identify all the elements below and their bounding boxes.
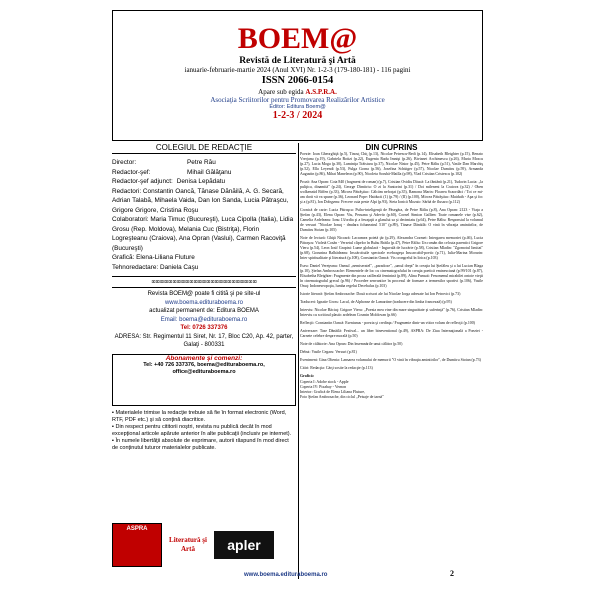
toc-section: Eseu: Daniel Vereţeanu: Oamul „nemiseratel", „paradoxe", „umul drept" în creaţia lui Ştefăleu şi a lui Lucian Blaga (p.10), Ştefan Ambroscache: Elementele de loc cu cinematografului în creaţia poetică eminesciană (p.99/101 (p.87), Elisabetha Bleighter: Fragmente din proza caillerală feminină (p.89), Alina Pamuit: Fenomenul mirabilei ontoie vieţii în cinematograful grecul (p.96) / Procedee senvantice în procesul de formare a termenilor sportivi (p.106), Vasile Onuţ: Indoneseopoţia, lumba regelui Decebalus (p.103) — [300, 264, 483, 288]
subscriptions-body: Tel: +40 726 337376, boema@edituraboema.ro, office@edituraboema.ro — [143, 361, 265, 375]
subscriptions-box — [112, 354, 296, 406]
toc-section: Poezie: Ioan Gheorghiţă (p.5), Tincuţ Chiţ (p.13), Nicolae Petrescu-Redi (p.14), Elisabeth Bleighter (p.15), Renato Vrerjanu (p.19), Gabriela Botizi (p.22), Eugenia Radu Imnişi (p.26), Bivianet Archimescu (p.26), Maria Moscu (p.27), Lucia Moga (p.30), Luminiţa Trăistaru (p.37), Nicolae Nistor (p.45), Petre Răliu (p.51), Vasile Dan Marchiş (p.52), Ella Leyendi (p.53), Fulga Gorna (p.56), Josefina Schütger (p.57), Nicolae Dumitru (p.59), Armanda Augustin (p.86), Mihai Maneleon (p.90), Nicoleta Sorubă-Mailla (p.98), Vlad Cristian Cristescu (p.102) — [300, 152, 483, 176]
editor-line: Editor: Editura Boem@ — [269, 104, 326, 110]
association-name: Asociaţia Scriitorilor pentru Promovarea Realizărilor Artistice — [210, 96, 385, 104]
contact-phone: Tel: 0726 337376 — [180, 325, 228, 331]
toc-title: DIN CUPRINS — [365, 143, 418, 152]
toc-section: Debut: Vasile Cegaru: Versuri (p.81) — [300, 350, 357, 354]
left-column — [112, 143, 296, 452]
staff-name: Petre Rău — [187, 159, 216, 166]
toc-section: Proză: Ana Opran: Cota 840 (fragment de roman) (p.7), Cristian Ovidiu Dăucă: La fântână (p.21), Tudorin Lucia: „la puliţica, dinamită" (p.24), George Dimitriu: O zi la Santorini (p.31) / Doi mileneni la Craiova (p.32) / Oben wolkenzüd Biffen (p.33), Mircea Pătrâştiuc: Călcăm neforţat (p.35), Ramona Marin: Floarea Scaordăci / Tot ce mi-am dorit vă va spune (p.36), Leonard Pope: Haiducii (1) (p.79) / (II) (p.100), Mircea Pătrâştiuc: Maiduth - Apa şi foc şi a (p.81), Ion Dobşşenu: Frecere cuia peste Alpi (p.93), Sieta Ionică Mozaic: Sărbă de flusaro (p.112) — [300, 180, 483, 204]
staff-row-director — [112, 158, 296, 168]
editorial-notes — [112, 410, 296, 452]
toc-section: Traduceri: Ignatie Gross: Lacul, de Alphonse de Lamartine (traducere din limba francezaă) (p.95) — [300, 300, 452, 304]
staff-name: Mihail Gălăţanu — [187, 168, 232, 176]
magazine-logo: BOEM@ — [237, 22, 358, 55]
issue-line: ianuarie-februarie-martie 2024 (Anul XVI) Nr. 1-2-3 (179-180-181) - 116 pagini — [184, 66, 411, 74]
staff-role: Director: — [112, 159, 137, 166]
decorative-separator: ⌧⌧⌧⌧⌧⌧⌧⌧⌧⌧⌧⌧⌧⌧⌧⌧⌧⌧⌧⌧⌧⌧⌧⌧⌧ — [112, 276, 296, 288]
egida-prefix: Apare sub egida — [258, 88, 304, 96]
redactori: Redactori: Constantin Oancă, Tănase Dănăilă, A. G. Secară, Adrian Talabă, Mihaela Vaida, Dan Ion Sanda, Lucia Pătraşcu, Grigore Grigore, Cristina Roşu — [112, 187, 289, 214]
contact-address: ADRESA: Str. Regimentul 11 Siret, Nr. 17, Bloc C20, Ap. 42, parter, Galaţi - 800331 — [114, 333, 294, 348]
grafica-line: Foto Ştefan Ambrosache, din ciclul „Peisaje de iarnă" — [300, 395, 384, 399]
literatura-arta-logo: Literatură şi Artă — [169, 536, 207, 553]
toc-section: Note de lectură: Ghiţă Nicoară: Lacramea poietă ţăr (p.29), Alexandra Cozmei: Intergarea memoriei (p.46), Lucia Pătraşcu: Violetă Cosân - Versetul clipelor în Buhu Brăila (p.47), Petre Răliu: Un român din celcuta parentici Grigore Vieru (p.54), Leon Iosif Grapini: Lume globulară - Inguvală de lucrărie (p.58), Cristian Mladin: "Zgomotul limitat" (p.68), Gorunina Balbădeanu: Inscărcituile spectrale ecebrageşa Inscarcabil-poetic (p.71), Iulia-Marina Morarin: Inter spiritualitate şi literatură (p.108), Constantin Oancă: Vis crongrelul în lirica (p.103) — [300, 236, 483, 260]
staff-row-adjunct — [112, 177, 296, 187]
aspra-logo: ASPRA — [112, 523, 162, 567]
contact-line2: actualizat permanent de: Editura BOEMA — [149, 308, 259, 314]
note-item: ▪ Materialele trimise la redacţie trebuie să fie în format electronic (Word, RTF, PDF etc.) şi să conţină diacritice. — [112, 409, 287, 423]
contact-line1: Revista BOEM@ poate fi citită şi pe site-ul — [147, 291, 261, 297]
contact-email[interactable]: Email: boema@edituraboema.ro — [160, 316, 248, 323]
tehnoredactare-credit: Tehnoredactare: Daniela Caşu — [112, 263, 199, 271]
grafica-line: Interior: Grafică de Elena Liliana Fluture, — [300, 390, 366, 394]
partner-logos — [112, 520, 296, 570]
toc-section: Citiri: Redacţia: Cărţi sosite la redacţie (p.113) — [300, 366, 373, 370]
egida-org: A.S.P.R.A. — [305, 88, 337, 96]
toc-column — [300, 143, 483, 579]
toc-section: Eveniment: Gina Oltenia: Lansarea volumului de memorii "O vină în vibraţia amintirilor", de Dumitru Stoian (p.73) — [300, 358, 481, 362]
grafica-line: Coperta I: Adobe stock - Apple — [300, 380, 349, 384]
toc-section: Istorie literară: Ştefan Ambrosache: Două scrisori ale lui Nicolae Iorga adresate lui Ion Petrovici (p.73) — [300, 292, 461, 296]
magazine-page — [112, 10, 483, 590]
magazine-subtitle: Revistă de Literatură şi Artă — [239, 56, 356, 66]
toc-body — [300, 152, 483, 400]
staff-role: Redactor-şef: — [112, 168, 151, 176]
staff-name: Denisa Lepădatu — [176, 178, 226, 185]
colaboratori: Colaboratori: Maria Timuc (Bucureşti), Luca Cipolla (Italia), Lidia Grosu (Rep. Moldova), Melania Cuc (Bistriţa), Florin Logreşteanu (Craiova), Ana Opran (Vaslui), Carmen Racoviţă (Bucureşti) — [112, 216, 294, 252]
grafica-credit: Grafică: Elena-Liliana Fluture — [112, 254, 195, 261]
staff-row-redactor-sef — [112, 168, 296, 178]
contact-block — [112, 290, 296, 350]
staff-list — [112, 158, 296, 272]
grafica-title: Grafică: — [300, 374, 315, 378]
toc-section: Reflecţii: Constantin Oancă: Esenianus - poezia şi credinţa / Fragmente dintr-un viitor volum de reflecţii (p.100) — [300, 321, 475, 325]
masthead — [112, 10, 483, 141]
toc-section: Interviu: Nicolae Băciuţ: Grigore Vieru: „Poezia mea vine din mare singurătate şi suferinţă" (p.76), Cristian Mladin: Interviu cu scriitoul plastic ardelean Cosmin Moldovan (p.66) — [300, 308, 483, 317]
grafica-line: Coperta IV: Pixabay - Vernon — [300, 385, 347, 389]
staff-role: Redactor-şef adjunct: — [112, 178, 173, 185]
toc-section: Cronică de carte: Lucia Pătraşcu: Psiho-inteligenţă de Păsegăra, de Petre Răliu (p.8), Ana Opran: 2123 - Viaţa a Ştefan (p.43), Elena Opran: Viu, Peruana şi Adevăr (p.60), Cornel Simion Gallien: Toate romanele vise (p.62), Camelia Ardeleanu: Ionu 13/ordia şi a învaţaţii a glasului sa şi decimiatu (p.64), Petre Răliu: Responsiul la volumul de versuri "Nicolae Ionuţ - dmdara foluneatrul 510" (p.89), Tănase Dănăilă: O vină în vibraţia amintirilor, de Dumitru Stoian (p.105) — [300, 208, 483, 232]
column-divider — [298, 143, 299, 579]
note-item: ▪ Din respect pentru cititorii noştri, revista nu publică decât în mod excepţional articole apărute anterior în alte publicaţii (inclusiv pe internet). — [112, 423, 292, 437]
subscriptions-title: Abonamente şi comenzi: — [165, 354, 243, 362]
footer-url[interactable]: www.boema.edituraboema.ro — [244, 572, 328, 578]
colegiu-title: COLEGIUL DE REDACŢIE — [112, 143, 296, 154]
page-number: 2 — [450, 569, 454, 578]
egida — [113, 88, 482, 96]
note-item: ▪ În numele libertăţii absolute de exprimare, autorii răspund în mod direct de conţinutul tuturor materialelor publicate. — [112, 437, 289, 451]
toc-section: Aniversare: Tase Dănăilă: Festival... un liber bineventional (p.49), ASPRA: De Ziua Internaţională a Poeziei - Carnete celebre despre morală (p.50) — [300, 329, 483, 338]
issue-number: 1-2-3 / 2024 — [272, 110, 323, 121]
apler-logo: apler — [214, 531, 274, 559]
contact-url[interactable]: www.boema.edituraboema.ro — [164, 299, 244, 306]
issn: ISSN 2066-0154 — [261, 75, 334, 86]
toc-section: Note de călătorie: Ana Opran: Din însemnările unui călător (p.50) — [300, 342, 403, 346]
